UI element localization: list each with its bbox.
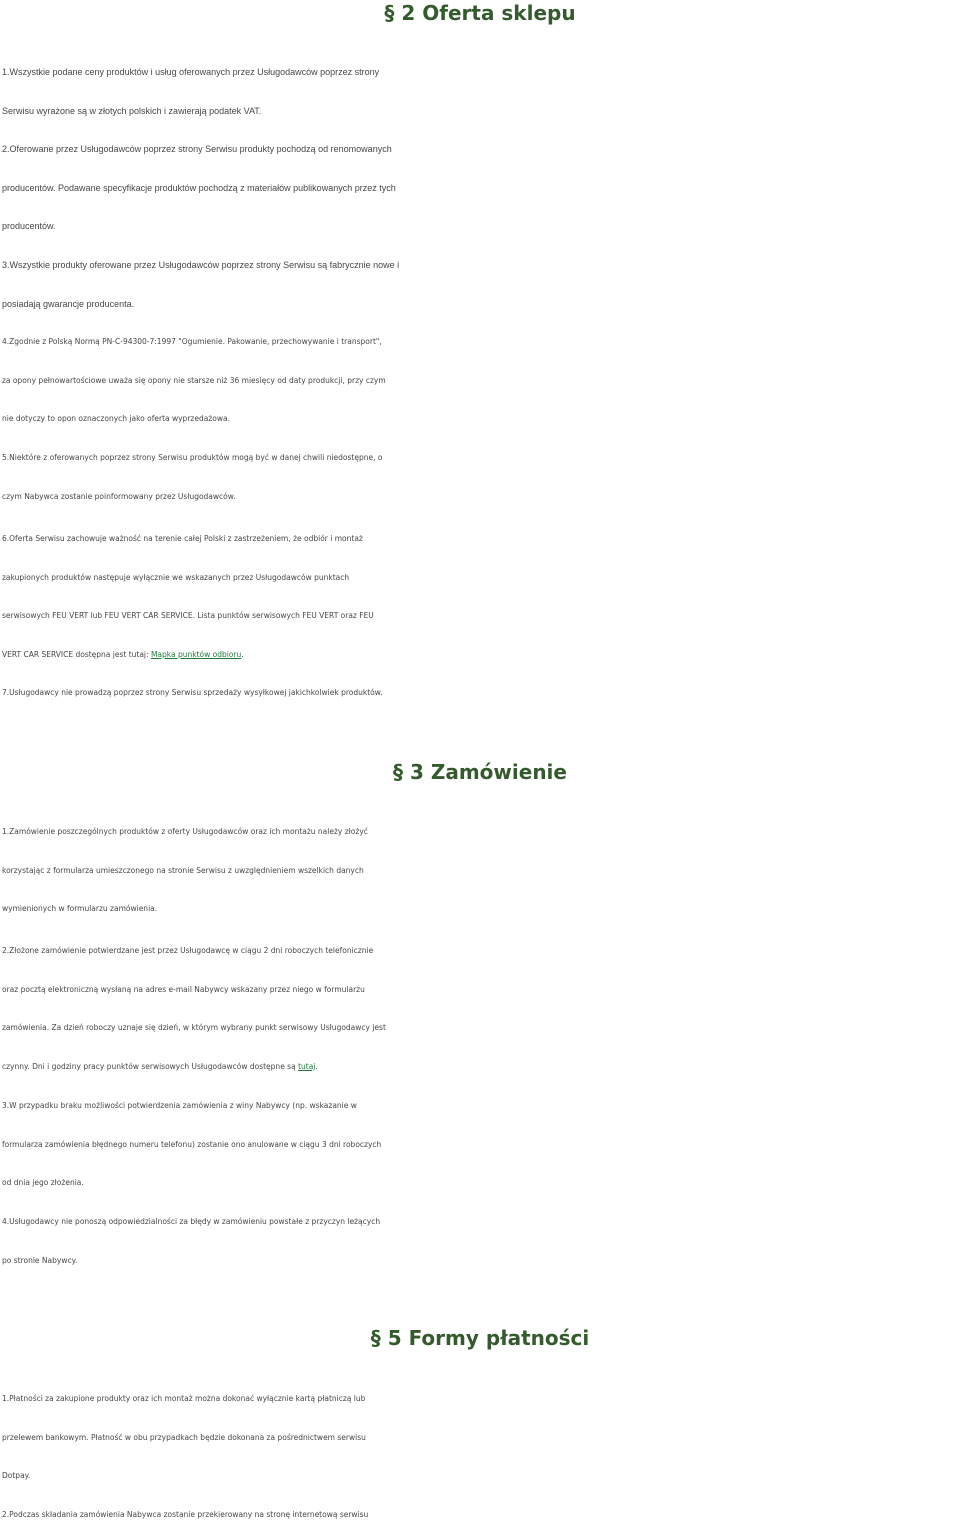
paragraph-line: po stronie Nabywcy. <box>2 1255 78 1265</box>
paragraph-line: zakupionych produktów następuje wyłącznie we wskazanych przez Usługodawców punktach <box>2 572 350 582</box>
paragraph-line: 4.Usługodawcy nie ponoszą odpowiedzialności za błędy w zamówieniu powstałe z przyczyn leżących <box>2 1217 381 1226</box>
paragraph-line: za opony pełnowartościowe uważa się opony nie starsze niż 36 miesięcy od daty produkcji, przy czym <box>2 375 386 385</box>
paragraph-3-2 <box>2 932 958 1086</box>
paragraph-line: Serwisu wyrażone są w złotych polskich i zawierają podatek VAT. <box>2 105 262 116</box>
paragraph-text: . <box>315 1061 318 1071</box>
paragraph-text: . <box>241 649 244 659</box>
paragraph-line: 5.Niektóre z oferowanych poprzez strony Serwisu produktów mogą być w danej chwili niedostępne, o <box>2 453 383 462</box>
paragraph-line: wymienionych w formularzu zamówienia. <box>2 904 158 913</box>
paragraph-2-1 <box>2 53 958 130</box>
paragraph-line: przelewem bankowym. Płatność w obu przypadkach będzie dokonana za pośrednictwem serwisu <box>2 1432 366 1442</box>
paragraph-text: VERT CAR SERVICE dostępna jest tutaj: <box>2 649 151 659</box>
paragraph-line: serwisowych FEU VERT lub FEU VERT CAR SERVICE. Lista punktów serwisowych FEU VERT oraz FEU <box>2 611 374 620</box>
paragraph-line: Dotpay. <box>2 1471 31 1480</box>
paragraph-line: 1.Wszystkie podane ceny produktów i usług oferowanych przez Usługodawców poprzez strony <box>2 67 380 77</box>
paragraph-line: 4.Zgodnie z Polską Normą PN-C-94300-7:1997 "Ogumienie. Pakowanie, przechowywanie i transport", <box>2 337 382 346</box>
paragraph-line: posiadają gwarancje producenta. <box>2 298 135 309</box>
paragraph-line: 3.W przypadku braku możliwości potwierdzenia zamówienia z winy Nabywcy (np. wskazanie w <box>2 1101 357 1110</box>
paragraph-line-with-link <box>2 1048 958 1087</box>
paragraph-line: 1.Zamówienie poszczególnych produktów z oferty Usługodawców oraz ich montażu należy złożyć <box>2 827 368 836</box>
paragraph-line: producentów. Podawane specyfikacje produktów pochodzą z materiałów publikowanych przez tych <box>2 182 396 193</box>
paragraph-2-2 <box>2 130 958 246</box>
section-heading-formy-platnosci: § 5 Formy płatności <box>370 1326 590 1350</box>
section-heading-oferta: § 2 Oferta sklepu <box>384 1 576 25</box>
paragraph-line: 6.Oferta Serwisu zachowuje ważność na terenie całej Polski z zastrzeżeniem, że odbiór i montaż <box>2 534 363 543</box>
paragraph-2-3 <box>2 246 958 323</box>
paragraph-5-2 <box>2 1496 958 1535</box>
paragraph-line: formularza zamówienia błędnego numeru telefonu) zostanie ono anulowane w ciągu 3 dni roboczych <box>2 1139 382 1149</box>
paragraph-5-1 <box>2 1380 958 1496</box>
paragraph-3-4 <box>2 1203 958 1280</box>
paragraph-line: 1.Płatności za zakupione produkty oraz ich montaż można dokonać wyłącznie kartą płatniczą lub <box>2 1394 366 1403</box>
paragraph-line: nie dotyczy to opon oznaczonych jako oferta wyprzedażowa. <box>2 414 230 423</box>
paragraph-text: czynny. Dni i godziny pracy punktów serwisowych Usługodawców dostępne są <box>2 1061 299 1071</box>
paragraph-line: 7.Usługodawcy nie prowadzą poprzez strony Serwisu sprzedaży wysyłkowej jakichkolwiek produktów. <box>2 688 383 697</box>
paragraph-line: 3.Wszystkie produkty oferowane przez Usługodawców poprzez strony Serwisu są fabrycznie nowe i <box>2 260 400 270</box>
paragraph-line: korzystając z formularza umieszczonego na stronie Serwisu z uwzględnieniem wszelkich danych <box>2 865 364 875</box>
paragraph-line: zamówienia. Za dzień roboczy uznaje się dzień, w którym wybrany punkt serwisowy Usługodawcy jest <box>2 1023 386 1032</box>
paragraph-line: 2.Oferowane przez Usługodawców poprzez strony Serwisu produkty pochodzą od renomowanych <box>2 144 392 154</box>
paragraph-2-7 <box>2 674 958 713</box>
paragraph-line: 2.Złożone zamówienie potwierdzane jest przez Usługodawcę w ciągu 2 dni roboczych telefonicznie <box>2 946 374 955</box>
paragraph-line: czym Nabywca zostanie poinformowany przez Usługodawców. <box>2 491 236 501</box>
section-heading-zamowienie: § 3 Zamówienie <box>393 760 567 784</box>
paragraph-3-1 <box>2 813 958 929</box>
paragraph-line-with-link <box>2 636 958 675</box>
paragraph-2-6 <box>2 520 958 674</box>
pickup-map-link[interactable]: Mapka punktów odbioru <box>150 649 242 659</box>
paragraph-line: od dnia jego złożenia. <box>2 1178 84 1187</box>
service-hours-link[interactable]: tutaj <box>298 1061 316 1071</box>
paragraph-line: 2.Podczas składania zamówienia Nabywca zostanie przekierowany na stronę internetową serwisu <box>2 1510 369 1519</box>
paragraph-line: oraz pocztą elektroniczną wysłaną na adres e-mail Nabywcy wskazany przez niego w formularzu <box>2 984 365 994</box>
paragraph-3-3 <box>2 1087 958 1203</box>
paragraph-line: producentów. <box>2 221 56 231</box>
paragraph-2-4 <box>2 323 958 439</box>
paragraph-2-5 <box>2 439 958 516</box>
